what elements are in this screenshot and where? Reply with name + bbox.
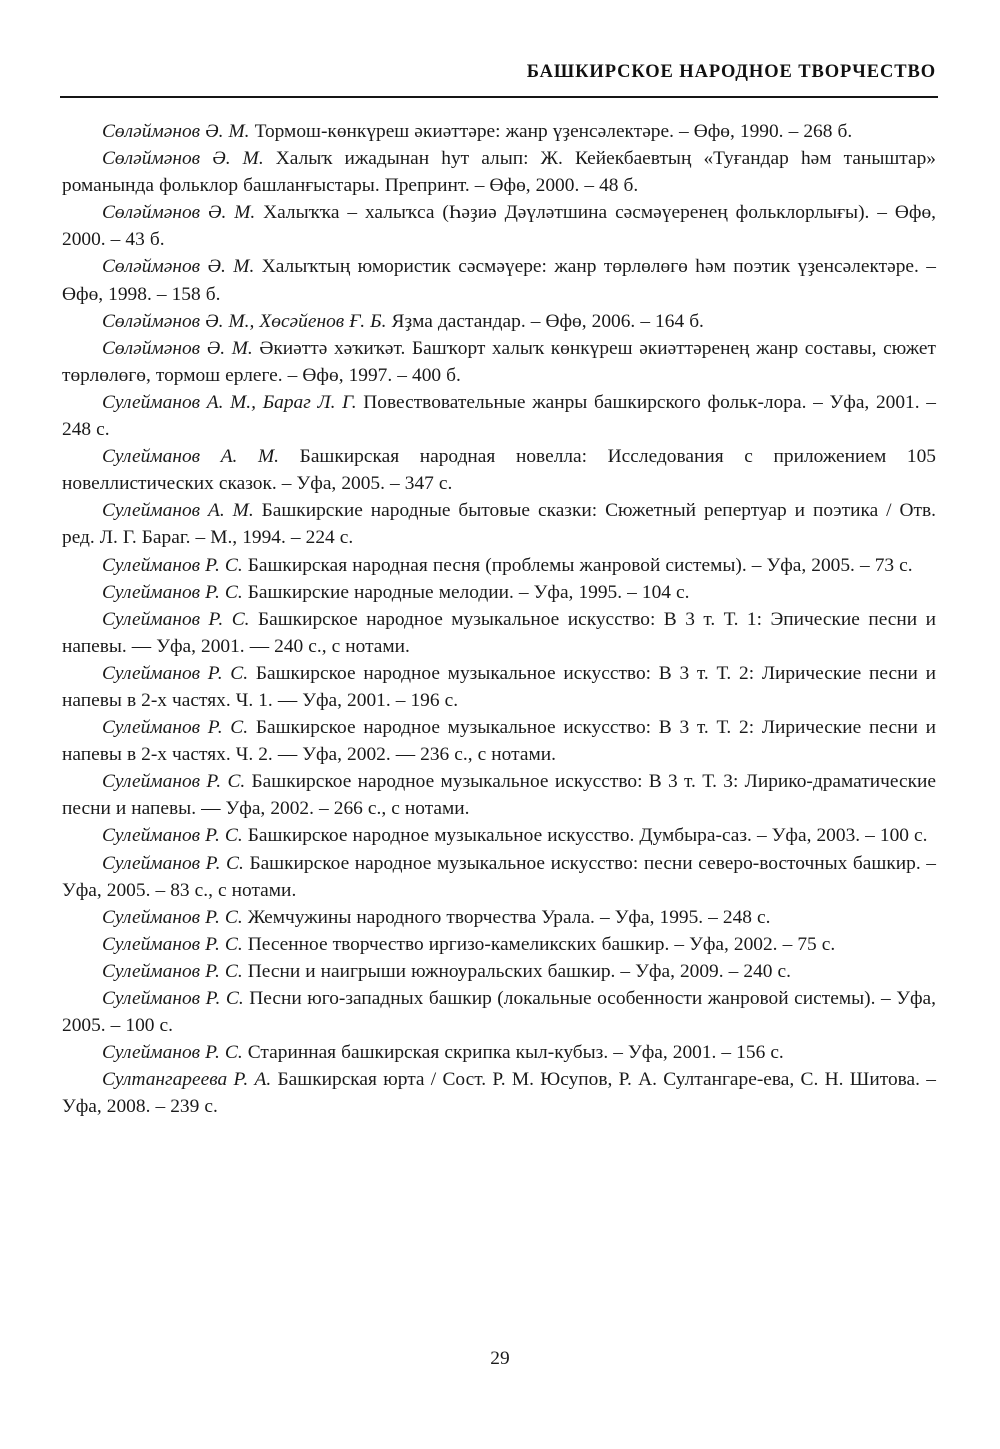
entry-title: Башкирское народное музыкальное искусство: песни северо-восточных башкир. – Уфа, 2005. – 83 с., с нотами. xyxy=(62,852,936,901)
entry-title: Халыҡтың юмористик сәсмәүере: жанр төрлөлөгө һәм поэтик үҙенсәлектәре. – Өфө, 1998. – 158 б. xyxy=(62,256,936,305)
entry-author: Сөләймәнов Ә. М., Хөсәйенов Ғ. Б. xyxy=(102,310,387,332)
bibliography-entry xyxy=(62,958,936,985)
bibliography-entry xyxy=(62,199,936,253)
entry-title: Песни и наигрыши южноуральских башкир. – Уфа, 2009. – 240 с. xyxy=(242,960,791,982)
bibliography-entry xyxy=(62,904,936,931)
bibliography-entry xyxy=(62,768,936,822)
entry-title: Жемчужины народного творчества Урала. – Уфа, 1995. – 248 с. xyxy=(242,906,771,928)
entry-author: Сулейманов Р. С. xyxy=(102,825,243,847)
bibliography-entry xyxy=(62,606,936,660)
bibliography-entry xyxy=(62,389,936,443)
bibliography-entry xyxy=(62,118,936,145)
entry-title: Песни юго-западных башкир (локальные особенности жанровой системы). – Уфа, 2005. – 100 с. xyxy=(62,988,936,1037)
bibliography-entry xyxy=(62,579,936,606)
entry-author: Сулейманов Р. С. xyxy=(102,933,243,955)
entry-title: Башкирское народное музыкальное искусство: В 3 т. Т. 2: Лирические песни и напевы в 2-х частях. Ч. 1. — Уфа, 2001. – 196 с. xyxy=(62,662,936,711)
entry-title: Яҙма дастандар. – Өфө, 2006. – 164 б. xyxy=(386,310,704,332)
entry-title: Башкирские народные мелодии. – Уфа, 1995. – 104 с. xyxy=(242,581,690,603)
bibliography-entry xyxy=(62,552,936,579)
entry-author: Сулейманов Р. С. xyxy=(102,960,243,982)
entry-author: Сөләймәнов Ә. М. xyxy=(102,121,250,142)
entry-author: Сөләймәнов Ә. М. xyxy=(102,202,256,224)
bibliography-entry xyxy=(62,335,936,389)
entry-title: Песенное творчество иргизо-камеликских башкир. – Уфа, 2002. – 75 с. xyxy=(242,933,836,955)
bibliography-entry xyxy=(62,714,936,768)
entry-title: Повествовательные жанры башкирского фольк-лора. – Уфа, 2001. – 248 с. xyxy=(62,391,936,441)
bibliography-entry xyxy=(62,1039,936,1066)
entry-author: Сулейманов А. М. xyxy=(102,500,254,522)
entry-author: Сулейманов Р. С. xyxy=(102,771,246,793)
entry-title: Башкирская народная песня (проблемы жанровой системы). – Уфа, 2005. – 73 с. xyxy=(242,554,913,576)
entry-title: Тормош-көнкүреш әкиәттәре: жанр үҙенсәлектәре. – Өфө, 1990. – 268 б. xyxy=(249,121,853,142)
entry-title: Старинная башкирская скрипка кыл-кубыз. – Уфа, 2001. – 156 с. xyxy=(242,1042,784,1064)
bibliography-entry xyxy=(62,497,936,551)
entry-title: Башкирское народное музыкальное искусство. Думбыра-саз. – Уфа, 2003. – 100 с. xyxy=(242,825,928,847)
bibliography-entry xyxy=(62,1066,936,1120)
entry-author: Сөләймәнов Ә. М. xyxy=(102,337,253,359)
entry-author: Сулейманов Р. С. xyxy=(102,581,243,603)
header-rule xyxy=(60,96,938,98)
entry-author: Сөләймәнов Ә. М. xyxy=(102,256,255,278)
entry-author: Сулейманов Р. С. xyxy=(102,1042,243,1064)
entry-title: Халыҡҡа – халыҡса (Һәҙиә Дәүләтшина сәсмәүеренең фольклорлығы). – Өфө, 2000. – 43 б. xyxy=(62,202,936,251)
page-number: 29 xyxy=(490,1348,510,1369)
running-head: БАШКИРСКОЕ НАРОДНОЕ ТВОРЧЕСТВО xyxy=(526,62,936,82)
bibliography-entry xyxy=(62,931,936,958)
bibliography-entry xyxy=(62,822,936,849)
entry-author: Сулейманов Р. С. xyxy=(102,906,243,928)
entry-title: Башкирское народное музыкальное искусство: В 3 т. Т. 1: Эпические песни и напевы. — Уфа, 2001. — 240 с., с нотами. xyxy=(62,608,936,657)
entry-title: Халыҡ ижадынан һут алып: Ж. Кейекбаевтың «Туғандар һәм таныштар» романында фольклор башланғыстары. Препринт. – Өфө, 2000. – 48 б. xyxy=(62,148,937,197)
bibliography-entry xyxy=(62,850,936,904)
entry-title: Башкирское народное музыкальное искусство: В 3 т. Т. 2: Лирические песни и напевы в 2-х частях. Ч. 2. — Уфа, 2002. — 236 с., с нотами. xyxy=(62,717,936,766)
entry-author: Сулейманов Р. С. xyxy=(102,662,249,684)
entry-title: Башкирская народная новелла: Исследования с приложением 105 новеллистических сказок. – Уфа, 2005. – 347 с. xyxy=(62,446,936,495)
bibliography-entry xyxy=(62,443,936,497)
bibliography-list xyxy=(62,118,936,1120)
entry-author: Сулейманов Р. С. xyxy=(102,988,244,1009)
entry-author: Сулейманов Р. С. xyxy=(102,554,243,576)
entry-author: Сулейманов А. М. xyxy=(102,446,280,468)
bibliography-entry xyxy=(62,660,936,714)
entry-title: Башкирское народное музыкальное искусство: В 3 т. Т. 3: Лирико-драматические песни и напевы. — Уфа, 2002. – 266 с., с нотами. xyxy=(62,771,936,820)
entry-title: Башкирская юрта / Сост. Р. М. Юсупов, Р. А. Султангаре-ева, С. Н. Шитова. – Уфа, 2008. – 239 с. xyxy=(62,1069,937,1118)
bibliography-entry xyxy=(62,985,936,1039)
bibliography-entry xyxy=(62,253,936,307)
entry-title: Башкирские народные бытовые сказки: Сюжетный репертуар и поэтика / Отв. ред. Л. Г. Бараг. – М., 1994. – 224 с. xyxy=(62,500,936,549)
entry-author: Сулейманов Р. С. xyxy=(102,608,250,630)
entry-title: Әкиәттә хәҡиҡәт. Башҡорт халыҡ көнкүреш әкиәттәренең жанр составы, сюжет төрлөлөгө, тормош ерлеге. – Өфө, 1997. – 400 б. xyxy=(62,337,937,386)
entry-author: Сөләймәнов Ә. М. xyxy=(102,148,264,170)
entry-author: Сулейманов Р. С. xyxy=(102,852,244,874)
bibliography-entry xyxy=(62,308,936,335)
bibliography-entry xyxy=(62,145,936,199)
entry-author: Султангареева Р. А. xyxy=(102,1069,272,1091)
entry-author: Сулейманов А. М., Бараг Л. Г. xyxy=(102,391,357,413)
entry-author: Сулейманов Р. С. xyxy=(102,717,249,739)
